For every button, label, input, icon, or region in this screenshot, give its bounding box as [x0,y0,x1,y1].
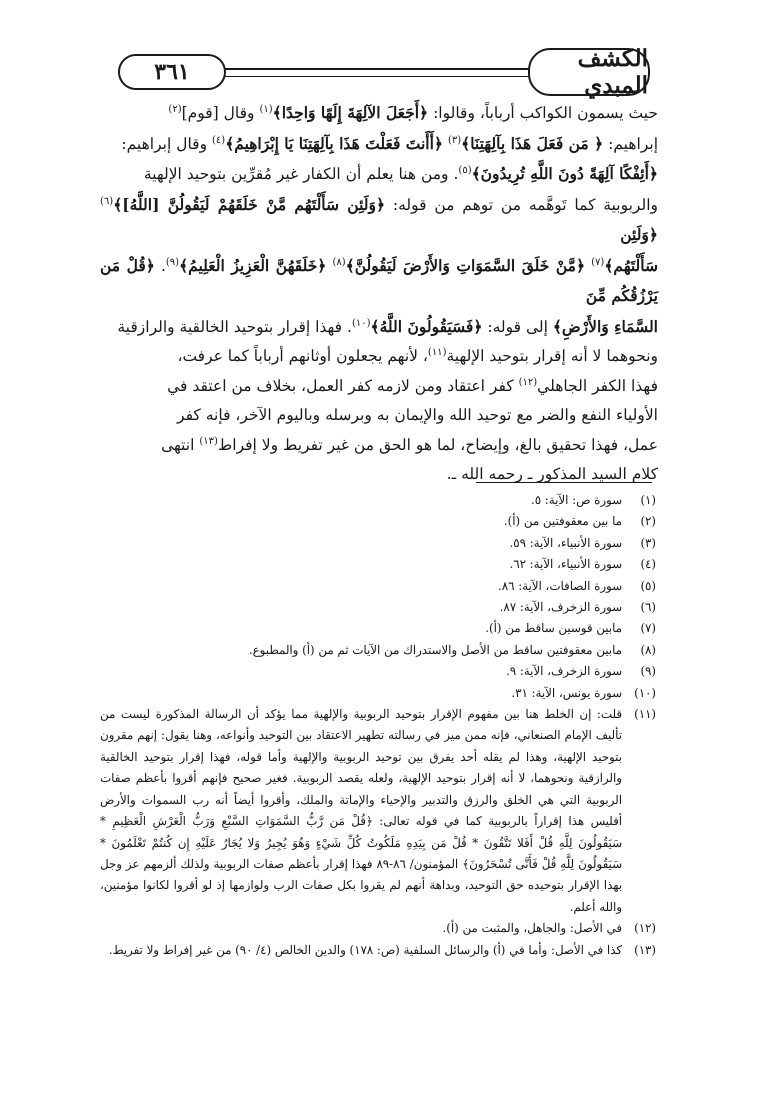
body-text: انتهى [161,435,200,454]
footnote-ref: (١١) [427,346,447,358]
quran-quote: ﴿ مَن فَعَلَ هَذَا بِآلِهَتِنَا﴾ [461,133,604,153]
body-text: ونحوهما لا أنه إقرار بتوحيد الإلهية [446,347,658,365]
quran-quote: ﴿وَلَئِن [620,225,658,244]
body-line [100,129,658,160]
footnote-ref: (١) [259,103,273,115]
footnote-number: (١٣) [634,942,656,957]
quran-quote: ﴿أَجَعَلَ الآلِهَةَ إِلَهًا وَاحِدًا﴾ [272,103,429,122]
footnote-text: سورة ص: الآية: ٥. [530,493,622,507]
footnote-number: (١) [640,493,656,507]
footnote [100,533,656,554]
page-number: ٣٦١ [118,54,226,90]
footnote-number: (٦) [640,600,656,615]
footnote [100,683,656,704]
quran-quote: ﴿خَلَقَهُنَّ الْعَزِيزُ الْعَلِيمُ﴾ [179,255,327,275]
body-text: . فهذا إقرار بتوحيد الخالقية والرازقية [117,317,352,336]
main-text [100,98,658,490]
footnote-number: (٥) [640,578,656,593]
footnote-text: قلت: إن الخلط هنا بين مفهوم الإقرار بتوحيد الربوبية والإلهية مما يؤكد أن الرسالة المذكورة ليست من تأليف الإمام الصنعاني، فإنه ممن ميز في رسالته تطهير الاعتقاد بين التوحيد وأنواعه، وهنا يقول: إنهم مقرون بتوحيد الإلهية، وهذا لم يقله أحد يفرق بين توحيد الربوبية والإلهية وأما قوله، فهذا إقرار بتوحيد الخالقية والرازقية ونحوهما، لا أنه إقرار بتوحيد الإلهية، ولعله يقصد الربوبية. فغير صحيح فإنهم أقروا بأعظم صفات الربوبية التي هي الخلق والرزق والتدبير والإحياء والإماتة والملك، وأقروا أيضاً أنه رب السموات والأرض أفليس هذا إقراراً بالربوبية كما في قوله تعالى: ﴿قُلْ مَن رَّبُّ السَّمَوَاتِ السَّبْعِ وَرَبُّ الْعَرْشِ الْعَظِيمِ * سَيَقُولُونَ لِلَّهِ قُلْ أَفَلا تَتَّقُونَ * قُلْ مَن بِيَدِهِ مَلَكُوتُ كُلِّ شَيْءٍ وَهُوَ يُجِيرُ وَلا يُجَارُ عَلَيْهِ إِن كُنتُمْ تَعْلَمُونَ * سَيَقُولُونَ لِلَّهِ قُلْ فَأَنَّى تُسْحَرُونَ﴾ المؤمنون/ ٨٦-٨٩ فهذا إقرار بأعظم صفات الربوبية ولذلك ألزمهم عز وجل بهذا الإقرار بتوحيده حق التوحيد، وبداهة أنهم لم يقروا بكل صفات الرب ولوازمها إذ لو أقروا لكانوا مؤمنين، والله أعلم. [100,707,623,914]
footnote-separator [476,482,652,483]
footnote-ref: (٧) [591,256,605,268]
footnote-number: (١١) [634,707,656,722]
body-line [100,401,658,431]
footnote [100,490,656,511]
footnote-text: سورة الزخرف، الآية: ٩. [505,664,622,679]
footnote-number: (١٢) [634,921,656,936]
body-text: والربوبية كما تَوهَّمه من توهم من قوله: [385,195,658,214]
page-header [118,45,650,99]
body-line [100,460,658,490]
body-text: عمل، فهذا تحقيق بالغ، وإيضاح، لما هو الحق من غير تفريط ولا إفراط [217,435,658,454]
footnote-ref: (٢) [168,103,182,115]
footnote-ref: (١٠) [351,317,371,329]
footnote-text: سورة يونس، الآية: ٣١. [511,685,622,700]
footnote-number: (٨) [640,642,656,657]
body-text: إلى قوله: [482,317,553,336]
body-text: . [154,256,166,275]
footnote [100,661,656,682]
footnote-ref: (١٣) [199,435,218,447]
quran-quote: ﴿أَئِفْكًا آلِهَةً دُونَ اللَّهِ تُرِيدُونَ﴾ [471,164,658,183]
body-text: . ومن هنا يعلم أن الكفار غير مُقرِّين بتوحيد الإلهية [143,165,459,183]
body-text: إبراهيم: [603,134,658,153]
footnote-text: ما بين معقوفتين من (أ). [503,514,622,529]
footnote-number: (٢) [640,514,656,529]
footnote [100,597,656,618]
footnote-number: (٧) [640,621,656,636]
footnote-ref: (٤) [212,134,226,146]
footnote [100,940,656,961]
footnote-text: سورة الأنبياء، الآية: ٥٩. [509,535,622,550]
body-line [100,431,658,461]
footnote-ref: (٥) [458,164,472,176]
footnote [100,918,656,939]
body-line [100,190,658,251]
body-text: كفر اعتقاد ومن لازمه كفر العمل، بخلاف من اعتقد في [167,376,519,395]
footnote-number: (٩) [640,664,656,679]
body-line [100,342,658,372]
footnote-ref: (٩) [165,256,180,268]
quran-quote: ﴿مَّنْ خَلَقَ السَّمَوَاتِ وَالأَرْضَ لَيَقُولُنَّ﴾ [345,255,586,275]
footnote-text: مابين معقوفتين ساقط من الأصل والاستدراك من الآيات ثم من (أ) والمطبوع. [248,642,622,657]
body-line [100,312,658,343]
footnote-text: سورة الصافات، الآية: ٨٦. [498,578,622,593]
footnote-text: مابين قوسين ساقط من (أ). [485,621,622,636]
footnote-text: سورة الأنبياء، الآية: ٦٢. [509,557,622,572]
book-title: الكشف المبدي [528,48,650,96]
quran-quote: السَّمَاءِ وَالأَرْضِ﴾ [552,316,658,336]
footnote [100,618,656,639]
body-line [100,159,658,190]
quran-quote: ﴿أَأَنتَ فَعَلْتَ هَذَا بِآلِهَتِنَا يَا إِبْرَاهِيمُ﴾ [225,133,443,153]
body-line [100,372,658,402]
footnote [100,554,656,575]
body-line [100,98,658,129]
footnote-ref: (٣) [447,134,462,146]
quran-quote: ﴿وَلَئِن سَأَلْتَهُم مَّنْ خَلَقَهُمْ لَيَقُولُنَّ [اللَّهُ]﴾ [113,194,386,214]
body-text: حيث يسمون الكواكب أرباباً، وقالوا: [428,104,658,122]
footnote-text: سورة الزخرف، الآية: ٨٧. [499,600,622,615]
quran-quote: سَأَلْتَهُم﴾ [604,255,658,275]
footnote-number: (٤) [640,557,656,572]
body-text: وقال [قوم] [181,104,260,122]
body-text: كلام السيد المذكور ـ رحمه الله ـ. [446,465,658,483]
body-text: وقال إبراهيم: [121,134,212,153]
footnotes [100,490,656,961]
footnote [100,576,656,597]
quran-quote: ﴿فَسَيَقُولُونَ اللَّهُ﴾ [370,316,483,336]
footnote [100,511,656,532]
footnote-text: كذا في الأصل: وأما في (أ) والرسائل السلفية (ص: ١٧٨) والدين الخالص (٤/ ٩٠) من غير إفراط ولا تفريط. [108,942,622,957]
footnote [100,704,656,918]
quran-quote: ﴿قُلْ مَن يَرْزُقُكُم مِّنَ [100,255,658,305]
footnote [100,640,656,661]
body-text: ، لأنهم يجعلون أوثانهم أرباباً كما عرفت، [177,347,428,365]
footnote-ref: (٦) [100,195,114,207]
body-text: الأولياء النفع والضر مع توحيد الله والإيمان به وبرسله وباليوم الآخر، فإنه كفر [177,406,658,424]
footnote-ref: (١٢) [518,376,538,388]
footnote-text: في الأصل: والجاهل، والمثبت من (أ). [442,921,622,936]
footnote-ref: (٨) [332,256,346,268]
body-text: فهذا الكفر الجاهلي [537,376,658,395]
footnote-number: (١٠) [634,685,656,700]
footnote-number: (٣) [640,535,656,550]
body-line [100,251,658,312]
